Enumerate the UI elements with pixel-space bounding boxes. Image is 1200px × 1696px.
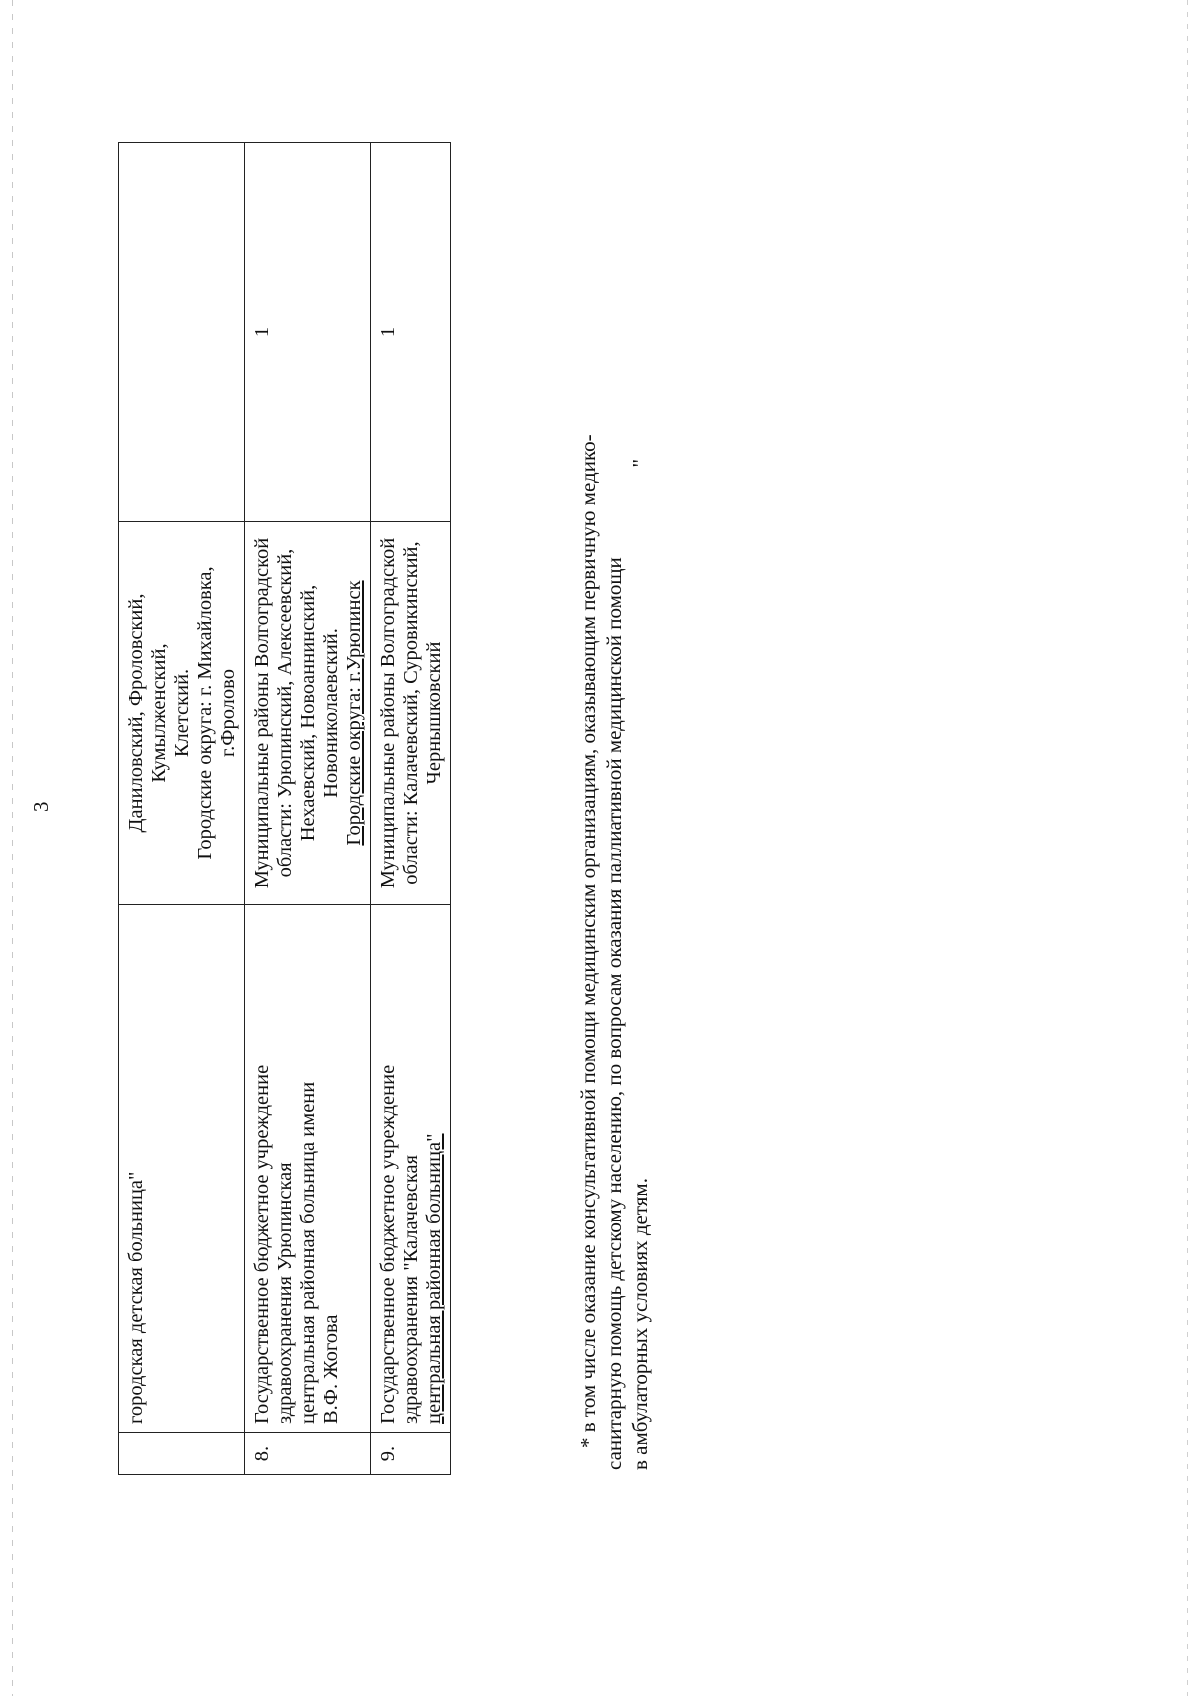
organization-line: здравоохранения Урюпинская <box>274 1162 296 1424</box>
organization-line: Государственное бюджетное учреждение <box>377 1064 399 1424</box>
organization-cell <box>245 905 371 1433</box>
territory-line: области: Калачевский, Суровикинский, <box>400 541 422 885</box>
footnote-line <box>601 150 627 1470</box>
footnote-line <box>627 150 653 1470</box>
territory-line: Городские округа: г.Урюпинск <box>343 580 365 846</box>
row-number-cell: 9. <box>371 1433 451 1475</box>
territory-line: Нехаевский, Новоаннинский, <box>297 584 319 842</box>
count-cell: 1 <box>371 143 451 522</box>
territory-line: Городские округа: г. Михайловка, г.Фролово <box>194 566 239 860</box>
organization-line: городская детская больница" <box>125 1171 147 1424</box>
count-cell: 1 <box>245 143 371 522</box>
count-cell <box>119 143 245 522</box>
territory-line: Даниловский, Фроловский, Кумылженский, <box>125 593 170 833</box>
footnote-line-text: в амбулаторных условиях детям. <box>628 1178 652 1470</box>
table-row <box>245 143 371 1475</box>
rotated-landscape-content <box>20 130 652 1530</box>
page-number: 3 <box>29 801 53 812</box>
organization-line: В.Ф. Жогова <box>320 1314 342 1424</box>
row-number-cell: 8. <box>245 1433 371 1475</box>
table-row <box>371 143 451 1475</box>
territory-line: Чернышковский <box>423 641 445 785</box>
territory-line: Муниципальные районы Волгоградской <box>377 537 399 889</box>
territory-line: Новониколаевский. <box>320 628 342 798</box>
scan-edge-left <box>12 0 13 1696</box>
organization-cell <box>371 905 451 1433</box>
scan-edge-right <box>1187 0 1188 1696</box>
organization-line: центральная районная больница имени <box>297 1081 319 1424</box>
organization-cell <box>119 905 245 1433</box>
organization-line: центральная районная больница" <box>423 1133 445 1424</box>
territory-line: области: Урюпинский, Алексеевский, <box>274 548 296 878</box>
table-row <box>119 143 245 1475</box>
territory-cell <box>371 522 451 905</box>
footnote-line-text: санитарную помощь детскому населению, по вопросам оказания паллиативной медицинской помощи <box>602 557 626 1470</box>
territory-cell <box>245 522 371 905</box>
footnote-line: * в том числе оказание консультативной помощи медицинским организациям, оказывающим первичную медико- <box>576 434 600 1448</box>
territory-cell <box>119 522 245 905</box>
row-number-cell <box>119 1433 245 1475</box>
organization-line: Государственное бюджетное учреждение <box>251 1064 273 1424</box>
territory-line: Муниципальные районы Волгоградской <box>251 537 273 889</box>
footnote <box>575 150 653 1470</box>
institutions-table <box>118 142 451 1475</box>
footnote-trailing-quote: " <box>628 458 652 468</box>
organization-line: здравоохранения "Калачевская <box>400 1154 422 1424</box>
territory-line: Клетский. <box>171 668 193 758</box>
